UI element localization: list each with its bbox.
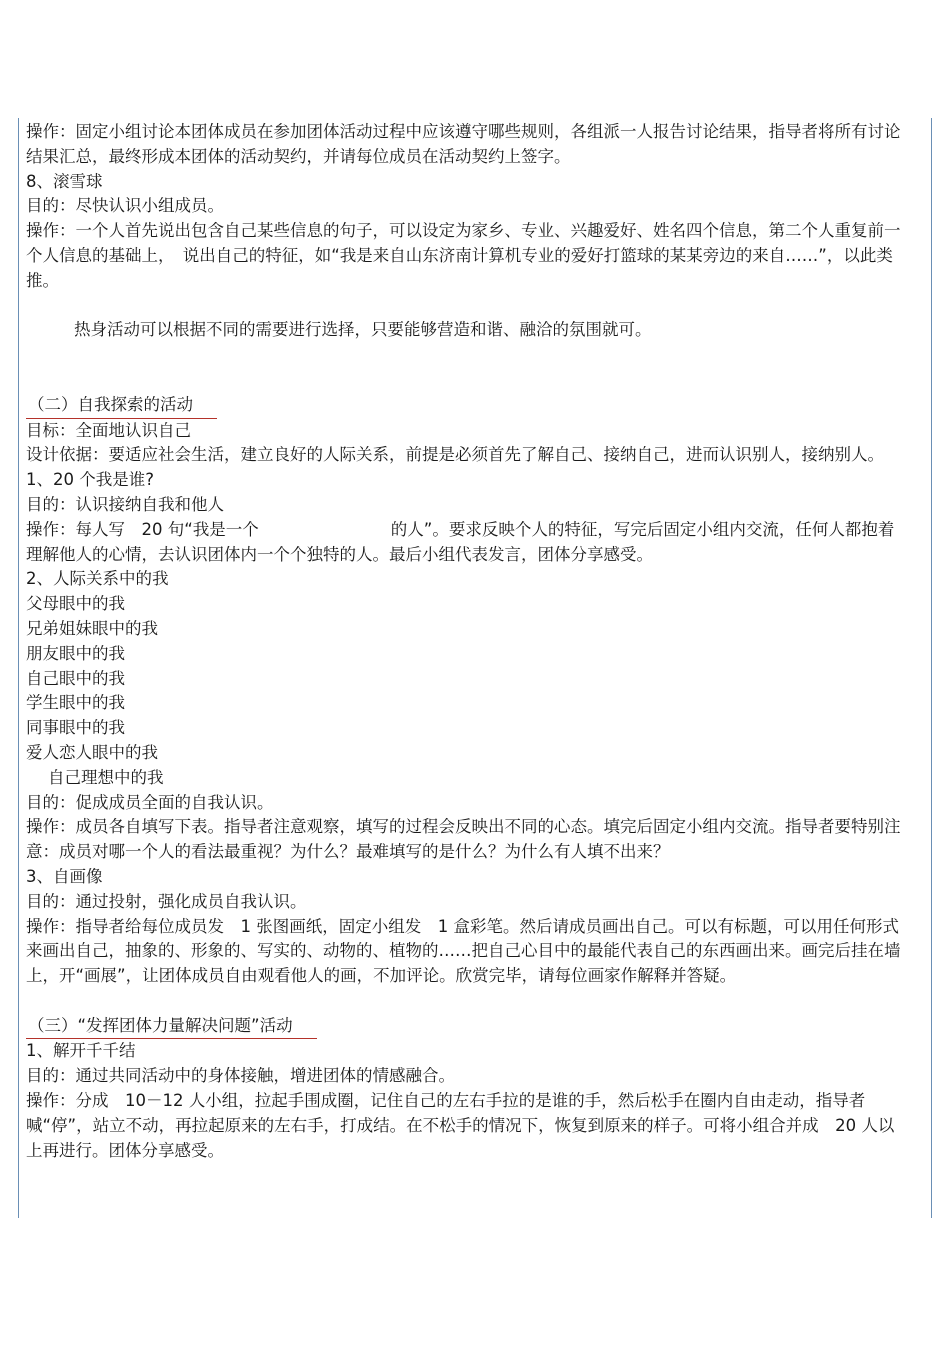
self-exploration-goal: 目标：全面地认识自己 bbox=[26, 420, 191, 440]
warmup-summary: 热身活动可以根据不同的需要进行选择，只要能够营造和谐、融洽的氛围就可。 bbox=[74, 320, 652, 340]
heading-relationships: 2、人际关系中的我 bbox=[26, 569, 169, 589]
spacer bbox=[26, 343, 906, 393]
who-am-i-purpose: 目的：认识接纳自我和他人 bbox=[26, 494, 224, 514]
list-item: 兄弟姐妹眼中的我 bbox=[26, 618, 158, 638]
snowball-operation: 操作：一个人首先说出包含自己某些信息的句子，可以设定为家乡、专业、兴趣爱好、姓名四个信息，第二个人重复前一个人信息的基础上， 说出自己的特征，如“我是来自山东济南计算机专业的爱好打篮球的某某旁边的来自……”，以此类推。 bbox=[26, 221, 901, 290]
self-portrait-purpose: 目的：通过投射，强化成员自我认识。 bbox=[26, 891, 307, 911]
heading-untie-knots: 1、解开千千结 bbox=[26, 1041, 136, 1061]
list-item: 同事眼中的我 bbox=[26, 718, 125, 738]
paragraph-contract-operation: 操作：固定小组讨论本团体成员在参加团体活动过程中应该遵守哪些规则，各组派一人报告讨论结果，指导者将所有讨论结果汇总，最终形成本团体的活动契约，并请每位成员在活动契约上签字。 bbox=[26, 122, 901, 166]
list-item: 爱人恋人眼中的我 bbox=[26, 742, 158, 762]
list-item: 自己理想中的我 bbox=[48, 767, 164, 787]
list-item: 自己眼中的我 bbox=[26, 668, 125, 688]
untie-knots-purpose: 目的：通过共同活动中的身体接触，增进团体的情感融合。 bbox=[26, 1066, 455, 1086]
spacer bbox=[26, 294, 906, 319]
untie-knots-operation: 操作：分成 10－12 人小组，拉起手围成圈，记住自己的左右手拉的是谁的手，然后松手在圈内自由走动，指导者喊“停”，站立不动，再拉起原来的左右手，打成结。在不松手的情况下，恢复到原来的样子。可将小组合并成 20 人以上再进行。团体分享感受。 bbox=[26, 1091, 895, 1160]
self-exploration-basis: 设计依据：要适应社会生活，建立良好的人际关系，前提是必须首先了解自己、接纳自己，进而认识别人，接纳别人。 bbox=[26, 445, 884, 465]
section-heading-self-exploration: （二）自我探索的活动 bbox=[26, 393, 217, 419]
self-portrait-operation: 操作：指导者给每位成员发 1 张图画纸，固定小组发 1 盒彩笔。然后请成员画出自己。可以有标题，可以用任何形式来画出自己，抽象的、形象的、写实的、动物的、植物的……把自己心目中的最能代表自己的东西画出来。画完后挂在墙上，开“画展”，让团体成员自由观看他人的画，不加评论。欣赏完毕，请每位画家作解释并答疑。 bbox=[26, 916, 901, 986]
section-heading-team-problem-solving: （三）“发挥团体力量解决问题”活动 bbox=[26, 1014, 317, 1040]
who-am-i-operation: 操作：每人写 20 句“我是一个 的人”。要求反映个人的特征，写完后固定小组内交流，任何人都抱着理解他人的心情，去认识团体内一个个独特的人。最后小组代表发言，团体分享感受。 bbox=[26, 519, 895, 564]
document-body bbox=[26, 120, 906, 1163]
relationships-operation: 操作：成员各自填写下表。指导者注意观察，填写的过程会反映出不同的心态。填完后固定小组内交流。指导者要特别注意：成员对哪一个人的看法最重视？为什么？最难填写的是什么？为什么有人填不出来？ bbox=[26, 817, 901, 862]
list-item: 朋友眼中的我 bbox=[26, 643, 125, 663]
list-item: 父母眼中的我 bbox=[26, 594, 125, 614]
heading-snowball: 8、滚雪球 bbox=[26, 171, 103, 191]
list-item: 学生眼中的我 bbox=[26, 693, 125, 713]
heading-self-portrait: 3、自画像 bbox=[26, 866, 103, 886]
snowball-purpose: 目的：尽快认识小组成员。 bbox=[26, 196, 224, 216]
heading-who-am-i: 1、20 个我是谁? bbox=[26, 470, 154, 490]
relationships-purpose: 目的：促成成员全面的自我认识。 bbox=[26, 792, 274, 812]
spacer bbox=[26, 989, 906, 1014]
